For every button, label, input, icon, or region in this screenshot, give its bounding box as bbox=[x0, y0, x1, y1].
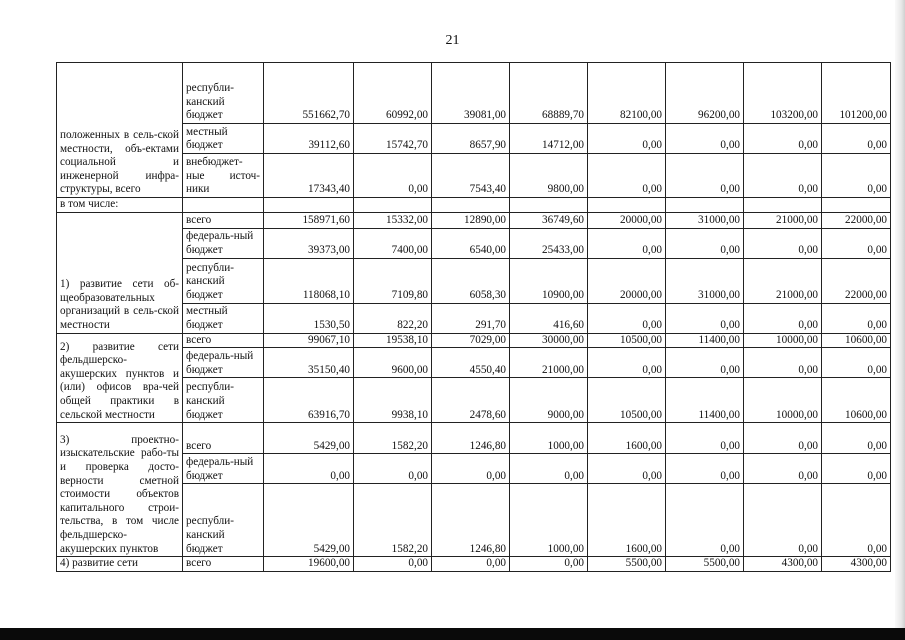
cell-value: 19538,10 bbox=[354, 333, 432, 348]
funding-source: местный бюджет bbox=[183, 124, 264, 154]
cell-value: 1582,20 bbox=[354, 423, 432, 454]
cell-value: 68889,70 bbox=[510, 63, 588, 124]
cell-value: 0,00 bbox=[744, 154, 822, 198]
cell-value: 1000,00 bbox=[510, 484, 588, 557]
cell-value: 21000,00 bbox=[510, 348, 588, 378]
scan-page-edge bbox=[895, 0, 905, 628]
cell-value: 0,00 bbox=[432, 557, 510, 572]
row-description: положенных в сель-ской местности, объ-ектами социальной и инженерной инфра-структуры, всего bbox=[57, 63, 183, 198]
cell-value: 0,00 bbox=[744, 423, 822, 454]
cell-value: 9600,00 bbox=[354, 348, 432, 378]
cell-value: 15332,00 bbox=[354, 212, 432, 228]
cell-value: 0,00 bbox=[822, 154, 891, 198]
cell-value: 14712,00 bbox=[510, 124, 588, 154]
cell-value: 0,00 bbox=[744, 348, 822, 378]
funding-source: республи-канский бюджет bbox=[183, 258, 264, 303]
cell-value: 11400,00 bbox=[666, 378, 744, 423]
cell-value: 0,00 bbox=[432, 454, 510, 484]
row-description: 3) проектно-изыскательские рабо-ты и проверка досто-верности сметной стоимости объектов капитального строи-тельства, в том числе фельдшерско-акушерских пунктов bbox=[57, 423, 183, 557]
funding-source: всего bbox=[183, 333, 264, 348]
table-row bbox=[57, 423, 891, 454]
cell-value: 103200,00 bbox=[744, 63, 822, 124]
cell-value: 22000,00 bbox=[822, 212, 891, 228]
cell-value: 0,00 bbox=[822, 348, 891, 378]
cell-value: 1000,00 bbox=[510, 423, 588, 454]
cell-value: 12890,00 bbox=[432, 212, 510, 228]
cell-value: 118068,10 bbox=[264, 258, 354, 303]
cell-value: 0,00 bbox=[744, 124, 822, 154]
cell-value: 1582,20 bbox=[354, 484, 432, 557]
table-row bbox=[57, 258, 891, 303]
cell-value: 6058,30 bbox=[432, 258, 510, 303]
cell-value: 60992,00 bbox=[354, 63, 432, 124]
cell-value: 822,20 bbox=[354, 303, 432, 333]
page-number: 21 bbox=[445, 33, 460, 48]
cell-value: 9000,00 bbox=[510, 378, 588, 423]
cell-value: 7029,00 bbox=[432, 333, 510, 348]
cell-value: 101200,00 bbox=[822, 63, 891, 124]
cell-value: 5429,00 bbox=[264, 484, 354, 557]
cell-value: 1246,80 bbox=[432, 423, 510, 454]
cell-value: 0,00 bbox=[510, 454, 588, 484]
cell-value: 17343,40 bbox=[264, 154, 354, 198]
table-row bbox=[57, 484, 891, 557]
cell-value: 0,00 bbox=[666, 228, 744, 258]
cell-value: 10900,00 bbox=[510, 258, 588, 303]
cell-value: 39112,60 bbox=[264, 124, 354, 154]
cell-value: 4300,00 bbox=[822, 557, 891, 572]
cell-value: 291,70 bbox=[432, 303, 510, 333]
row-description: 4) развитие сети bbox=[57, 557, 183, 572]
cell-value: 11400,00 bbox=[666, 333, 744, 348]
funding-source: местный бюджет bbox=[183, 303, 264, 333]
cell-value: 4550,40 bbox=[432, 348, 510, 378]
cell-value: 0,00 bbox=[744, 454, 822, 484]
cell-value: 0,00 bbox=[354, 557, 432, 572]
cell-value: 9800,00 bbox=[510, 154, 588, 198]
cell-value: 0,00 bbox=[822, 454, 891, 484]
cell-value: 158971,60 bbox=[264, 212, 354, 228]
cell-value: 0,00 bbox=[588, 228, 666, 258]
cell-value: 63916,70 bbox=[264, 378, 354, 423]
budget-table bbox=[56, 62, 891, 572]
cell-value: 0,00 bbox=[822, 484, 891, 557]
cell-value: 20000,00 bbox=[588, 212, 666, 228]
cell-value: 10600,00 bbox=[822, 333, 891, 348]
cell-value: 99067,10 bbox=[264, 333, 354, 348]
funding-source: всего bbox=[183, 212, 264, 228]
cell-value: 0,00 bbox=[666, 124, 744, 154]
cell-value: 0,00 bbox=[588, 303, 666, 333]
cell-value: 7400,00 bbox=[354, 228, 432, 258]
cell-value: 31000,00 bbox=[666, 212, 744, 228]
cell-value: 0,00 bbox=[354, 154, 432, 198]
cell-value: 21000,00 bbox=[744, 258, 822, 303]
table-row bbox=[57, 228, 891, 258]
cell-value: 5500,00 bbox=[666, 557, 744, 572]
cell-value: 0,00 bbox=[354, 454, 432, 484]
table-row bbox=[57, 454, 891, 484]
funding-source: всего bbox=[183, 423, 264, 454]
cell-value: 0,00 bbox=[822, 124, 891, 154]
cell-value: 10500,00 bbox=[588, 333, 666, 348]
cell-value: 9938,10 bbox=[354, 378, 432, 423]
cell-value: 1246,80 bbox=[432, 484, 510, 557]
table-row bbox=[57, 198, 891, 213]
table-row bbox=[57, 212, 891, 228]
cell-value: 0,00 bbox=[510, 557, 588, 572]
cell-value: 10000,00 bbox=[744, 333, 822, 348]
table-row bbox=[57, 348, 891, 378]
cell-value: 1600,00 bbox=[588, 423, 666, 454]
funding-source: республи-канский бюджет bbox=[183, 63, 264, 124]
cell-value: 0,00 bbox=[588, 348, 666, 378]
table-row bbox=[57, 378, 891, 423]
cell-value: 5429,00 bbox=[264, 423, 354, 454]
cell-value: 0,00 bbox=[744, 484, 822, 557]
cell-value: 0,00 bbox=[666, 484, 744, 557]
cell-value: 0,00 bbox=[822, 423, 891, 454]
cell-value: 96200,00 bbox=[666, 63, 744, 124]
cell-value: 0,00 bbox=[588, 154, 666, 198]
funding-source: федераль-ный бюджет bbox=[183, 228, 264, 258]
cell-value: 22000,00 bbox=[822, 258, 891, 303]
cell-value: 20000,00 bbox=[588, 258, 666, 303]
table-row bbox=[57, 557, 891, 572]
table-row bbox=[57, 333, 891, 348]
cell-value: 0,00 bbox=[666, 423, 744, 454]
funding-source: внебюджет-ные источ-ники bbox=[183, 154, 264, 198]
funding-source: республи-канский бюджет bbox=[183, 378, 264, 423]
table-row bbox=[57, 124, 891, 154]
cell-value: 0,00 bbox=[744, 228, 822, 258]
row-description: 2) развитие сети фельдшерско-акушерских пунктов и (или) офисов вра-чей общей практики в сельской местности bbox=[57, 333, 183, 423]
table-row bbox=[57, 154, 891, 198]
cell-value: 30000,00 bbox=[510, 333, 588, 348]
cell-value: 10500,00 bbox=[588, 378, 666, 423]
cell-value: 551662,70 bbox=[264, 63, 354, 124]
funding-source: федераль-ный бюджет bbox=[183, 454, 264, 484]
cell-value: 1530,50 bbox=[264, 303, 354, 333]
cell-value: 416,60 bbox=[510, 303, 588, 333]
funding-source: федераль-ный бюджет bbox=[183, 348, 264, 378]
table-row bbox=[57, 63, 891, 124]
cell-value: 10000,00 bbox=[744, 378, 822, 423]
funding-source: всего bbox=[183, 557, 264, 572]
cell-value: 4300,00 bbox=[744, 557, 822, 572]
section-label: в том числе: bbox=[57, 198, 183, 213]
cell-value: 8657,90 bbox=[432, 124, 510, 154]
cell-value: 19600,00 bbox=[264, 557, 354, 572]
cell-value: 21000,00 bbox=[744, 212, 822, 228]
cell-value: 15742,70 bbox=[354, 124, 432, 154]
cell-value: 7543,40 bbox=[432, 154, 510, 198]
cell-value: 0,00 bbox=[588, 124, 666, 154]
cell-value: 25433,00 bbox=[510, 228, 588, 258]
funding-source: республи-канский бюджет bbox=[183, 484, 264, 557]
cell-value: 0,00 bbox=[666, 348, 744, 378]
cell-value: 82100,00 bbox=[588, 63, 666, 124]
cell-value: 0,00 bbox=[666, 303, 744, 333]
cell-value: 1600,00 bbox=[588, 484, 666, 557]
cell-value: 0,00 bbox=[822, 228, 891, 258]
row-description: 1) развитие сети об-щеобразовательных организаций в сель-ской местности bbox=[57, 212, 183, 333]
cell-value: 39373,00 bbox=[264, 228, 354, 258]
cell-value: 0,00 bbox=[264, 454, 354, 484]
cell-value: 7109,80 bbox=[354, 258, 432, 303]
cell-value: 0,00 bbox=[666, 454, 744, 484]
cell-value: 6540,00 bbox=[432, 228, 510, 258]
cell-value: 31000,00 bbox=[666, 258, 744, 303]
cell-value: 10600,00 bbox=[822, 378, 891, 423]
cell-value: 0,00 bbox=[666, 154, 744, 198]
table-row bbox=[57, 303, 891, 333]
cell-value: 0,00 bbox=[822, 303, 891, 333]
cell-value: 35150,40 bbox=[264, 348, 354, 378]
cell-value: 0,00 bbox=[744, 303, 822, 333]
cell-value: 2478,60 bbox=[432, 378, 510, 423]
cell-value: 39081,00 bbox=[432, 63, 510, 124]
cell-value: 0,00 bbox=[588, 454, 666, 484]
scan-bottom-border bbox=[0, 628, 905, 640]
cell-value: 36749,60 bbox=[510, 212, 588, 228]
cell-value: 5500,00 bbox=[588, 557, 666, 572]
